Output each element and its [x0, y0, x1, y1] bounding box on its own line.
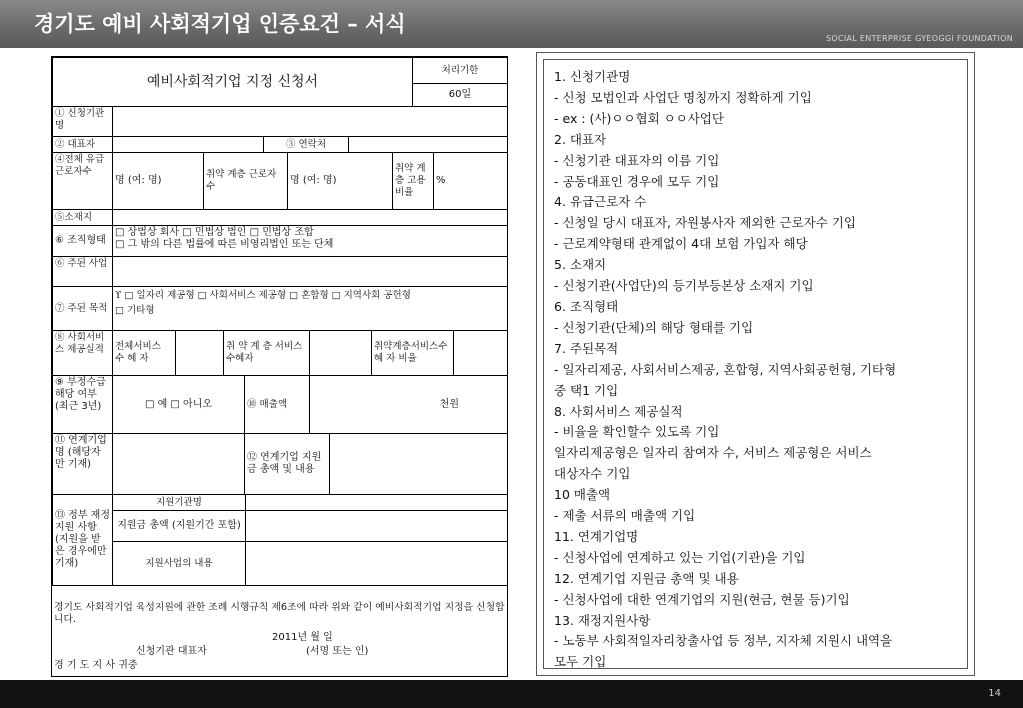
- main-purpose-options[interactable]: [112, 286, 508, 331]
- instruction-line: 4. 유급근로자 수: [554, 194, 647, 210]
- org-type-options-line1: □ 상법상 회사 □ 민법상 법인 □ 민법상 조합: [115, 227, 314, 238]
- instruction-line: - ex : (사)ㅇㅇ협회 ㅇㅇ사업단: [554, 110, 724, 126]
- deadline-label: 처리기한: [412, 57, 508, 84]
- instruction-line: 6. 조직형태: [554, 298, 619, 314]
- instruction-line: 7. 주된목적: [554, 340, 619, 356]
- instruction-line: - 신청일 당시 대표자, 자원봉사자 제외한 근로자수 기입: [554, 215, 856, 231]
- applicant-representative: 신청기관 대표자: [136, 646, 207, 657]
- applicant-org-field[interactable]: [112, 106, 508, 137]
- employment-ratio-field[interactable]: %: [433, 152, 508, 210]
- vulnerable-workers-label: 취약 계층 근로자 수: [203, 152, 288, 210]
- instruction-line: 중 택1 기입: [554, 382, 619, 398]
- representative-field[interactable]: [112, 136, 264, 153]
- total-workers-label: ④전체 유급 근로자수: [52, 152, 113, 210]
- total-workers-field[interactable]: 명 (여: 명): [112, 152, 204, 210]
- instructions-panel: [536, 52, 975, 676]
- instruction-line: - 신청기관(사업단)의 등기부등본상 소재지 기입: [554, 278, 814, 294]
- signature-label: (서명 또는 인): [306, 646, 369, 657]
- vulnerable-recipients-ratio-label: 취약계층서비스수 혜 자 비율: [371, 330, 454, 376]
- title-bar: [0, 0, 1023, 48]
- application-statement: 경기도 사회적기업 육성지원에 관한 조례 시행규칙 제6조에 따라 위와 같이 예비사회적기업 지정을 신청합니다.: [54, 602, 505, 625]
- fraud-check-label: ⑨ 부정수급 해당 여부(최근 3년): [52, 375, 113, 434]
- support-total-field[interactable]: [245, 510, 508, 542]
- organization-subtitle: SOCIAL ENTERPRISE GYEOGGI FOUNDATION: [825, 34, 1013, 43]
- main-purpose-options-line1: ϒ □ 일자리 제공형 □ 사회서비스 제공형 □ 혼합형 □ 지역사회 공헌형: [115, 290, 411, 301]
- instruction-line: - 신청기관(단체)의 해당 형태를 기입: [554, 319, 754, 335]
- service-recipients-label: 전체서비스 수 혜 자: [112, 330, 176, 376]
- employment-ratio-label: 취약 계층 고용비율: [392, 152, 434, 210]
- support-total-label: 지원금 총액 (지원기간 포함): [112, 510, 246, 542]
- instruction-line: - 노동부 사회적일자리창출사업 등 정부, 지자체 지원시 내역을: [554, 633, 893, 649]
- main-purpose-options-line2: □ 기타형: [115, 305, 155, 316]
- instructions-list: [554, 67, 969, 673]
- instruction-line: - 공동대표인 경우에 모두 기입: [554, 173, 720, 189]
- main-purpose-label: ⑦ 주된 목적: [52, 286, 113, 331]
- location-label: ⑤소재지: [52, 209, 113, 226]
- location-field[interactable]: [112, 209, 508, 226]
- support-org-field[interactable]: [245, 494, 508, 511]
- instruction-line: 일자리제공형은 일자리 참여자 수, 서비스 제공형은 서비스: [554, 445, 872, 461]
- vulnerable-workers-field[interactable]: 명 (여: 명): [287, 152, 393, 210]
- org-type-label: ⑥ 조직형태: [52, 225, 113, 257]
- instruction-line: - 신청 모법인과 사업단 명칭까지 정확하게 기입: [554, 89, 812, 105]
- application-date: 2011년 월 일: [272, 632, 333, 643]
- footer-bar: [0, 680, 1023, 708]
- sales-field[interactable]: 천원: [309, 375, 508, 434]
- contact-field[interactable]: [348, 136, 508, 153]
- vulnerable-recipients-ratio-field[interactable]: [453, 330, 508, 376]
- instruction-line: 대상자수 기입: [554, 466, 631, 482]
- instruction-line: - 일자리제공, 사회서비스제공, 혼합형, 지역사회공헌형, 기타형: [554, 361, 897, 377]
- instruction-line: - 근로계약형태 관계없이 4대 보험 가입자 해당: [554, 236, 808, 252]
- sales-label: ⑩ 매출액: [244, 375, 310, 434]
- service-recipients-field[interactable]: [175, 330, 224, 376]
- instructions-inner-border: [543, 59, 968, 669]
- applicant-org-label: ① 신청기관명: [52, 106, 113, 137]
- page-number: 14: [988, 688, 1001, 699]
- contact-label: ③ 연락처: [263, 136, 349, 153]
- instruction-line: 모두 기입: [554, 654, 607, 670]
- instruction-line: 2. 대표자: [554, 131, 607, 147]
- instruction-line: - 신청사업에 연계하고 있는 기업(기관)을 기입: [554, 549, 806, 565]
- instruction-line: 8. 사회서비스 제공실적: [554, 403, 683, 419]
- org-type-options-line2: □ 그 밖의 다른 법률에 따른 비영리법인 또는 단체: [115, 239, 334, 250]
- instruction-line: 13. 재정지원사항: [554, 612, 651, 628]
- partner-company-field[interactable]: [112, 433, 245, 495]
- partner-support-field[interactable]: [329, 433, 508, 495]
- partner-support-label: ⑫ 연계기업 지원금 총액 및 내용: [244, 433, 330, 495]
- recipient: 경 기 도 지 사 귀중: [54, 660, 138, 671]
- instruction-line: 5. 소재지: [554, 257, 607, 273]
- vulnerable-recipients-field[interactable]: [309, 330, 372, 376]
- instruction-line: - 비율을 확인할수 있도록 기입: [554, 424, 720, 440]
- representative-label: ② 대표자: [52, 136, 113, 153]
- support-content-label: 지원사업의 내용: [112, 541, 246, 586]
- deadline-value: 60일: [412, 83, 508, 107]
- main-business-label: ⑥ 주된 사업: [52, 256, 113, 287]
- vulnerable-recipients-label: 취 약 계 층 서비스수혜자: [223, 330, 310, 376]
- org-type-options[interactable]: [112, 225, 508, 257]
- support-content-field[interactable]: [245, 541, 508, 586]
- instruction-line: - 제출 서류의 매출액 기입: [554, 508, 696, 524]
- partner-company-label: ⑪ 연계기업명 (해당자만 기재): [52, 433, 113, 495]
- form-title: 예비사회적기업 지정 신청서: [52, 57, 413, 107]
- fraud-check-options[interactable]: □ 예 □ 아니오: [112, 375, 245, 434]
- support-org-label: 지원기관명: [112, 494, 246, 511]
- government-support-label: ⑬ 정부 재정지원 사항(지원을 받은 경우에만 기재): [52, 494, 113, 586]
- instruction-line: 11. 연계기업명: [554, 528, 639, 544]
- instruction-line: 12. 연계기업 지원금 총액 및 내용: [554, 570, 739, 586]
- instruction-line: 10 매출액: [554, 487, 611, 503]
- main-business-field[interactable]: [112, 256, 508, 287]
- application-form: [51, 56, 508, 677]
- instruction-line: - 신청기관 대표자의 이름 기입: [554, 152, 720, 168]
- social-service-label: ⑧ 사회서비스 제공실적: [52, 330, 113, 376]
- instruction-line: 1. 신청기관명: [554, 69, 631, 84]
- instruction-line: - 신청사업에 대한 연계기업의 지원(현금, 현물 등)기입: [554, 591, 850, 607]
- page-title: 경기도 예비 사회적기업 인증요건 – 서식: [34, 12, 406, 36]
